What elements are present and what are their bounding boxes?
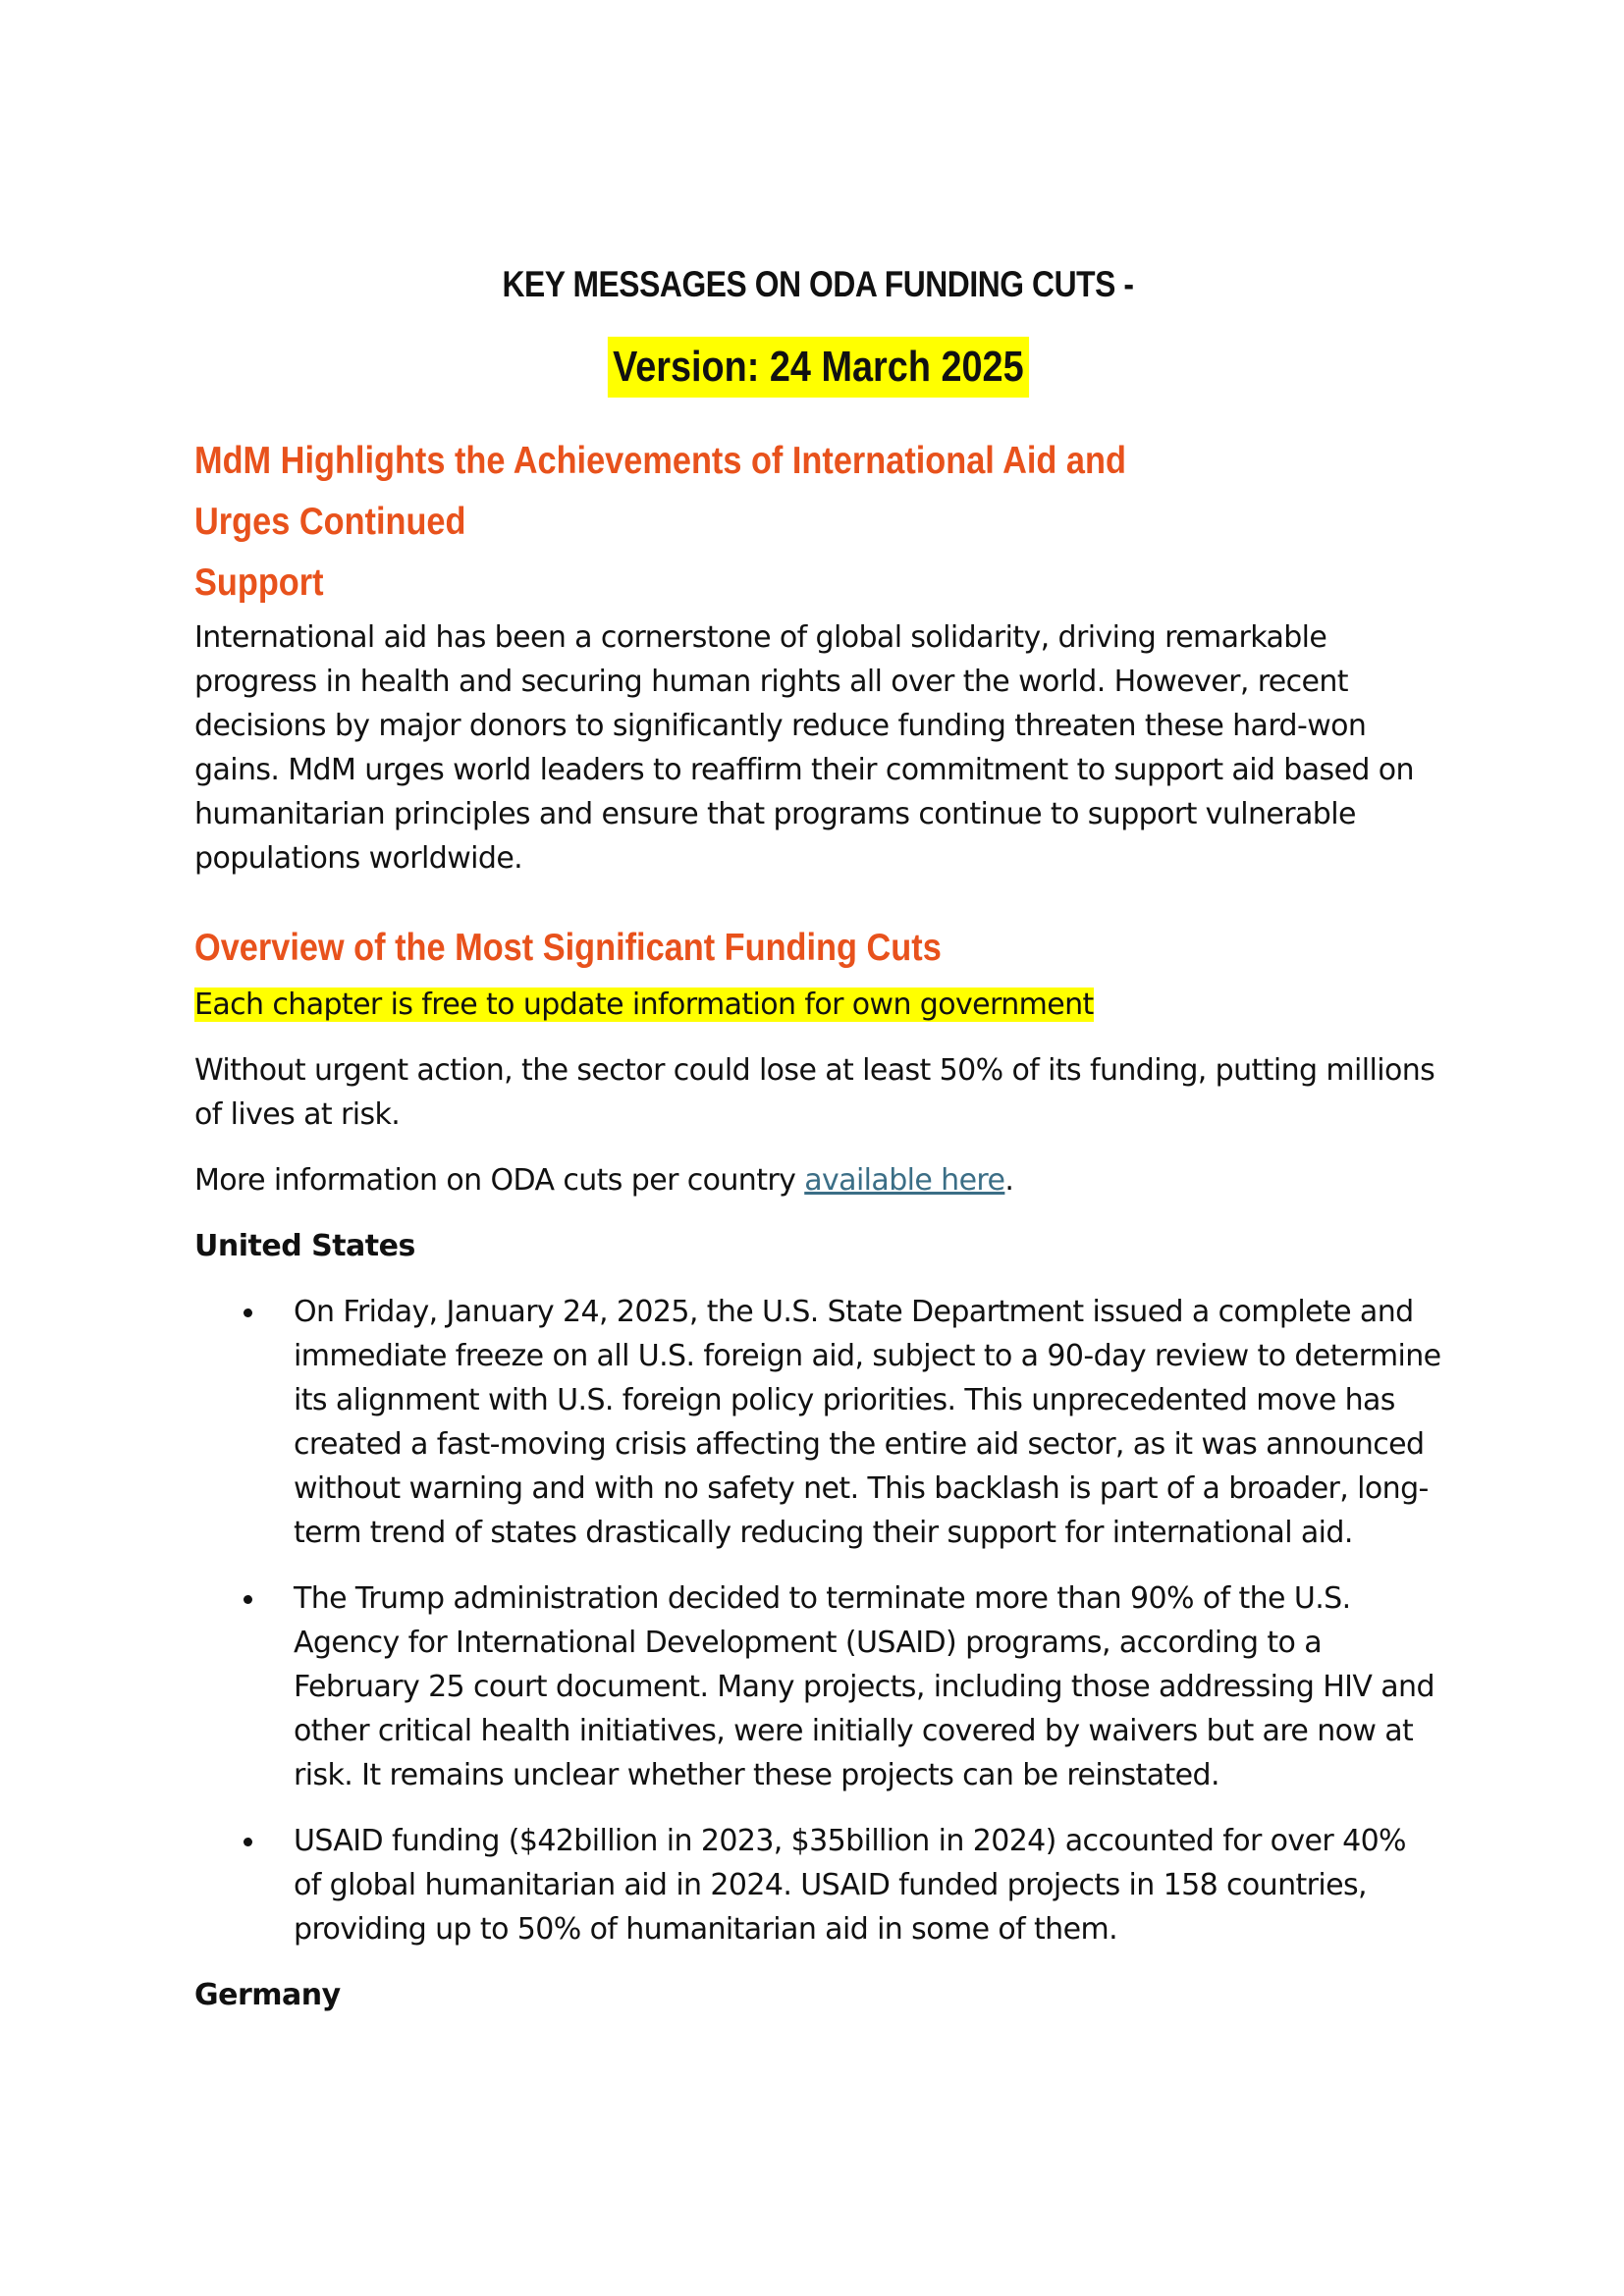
bullet-icon: [244, 1595, 252, 1604]
section-heading-funding-cuts: Overview of the Most Significant Funding Cuts: [194, 927, 942, 969]
section-heading-line2: Support: [194, 561, 324, 604]
country-heading-united-states: United States: [194, 1229, 415, 1263]
list-item-text: The Trump administration decided to terminate more than 90% of the U.S. Agency for International Development (USAID) programs, according to a February 25 court document. Many projects, including those addressing HIV and other critical health initiatives, were initially covered by waivers but are now at risk. It remains unclear whether these projects can be reinstated.: [294, 1581, 1435, 1792]
more-info-suffix: .: [1004, 1163, 1014, 1198]
country-heading-germany: Germany: [194, 1978, 341, 2012]
more-info-prefix: More information on ODA cuts per country: [194, 1163, 805, 1198]
chapter-note-text: Each chapter is free to update information for own government: [194, 988, 1094, 1022]
document-version: Version: 24 March 2025: [608, 337, 1029, 398]
section-heading-achievements: [194, 431, 1197, 614]
bullet-icon: [244, 1308, 252, 1317]
bullet-icon: [244, 1838, 252, 1846]
chapter-note: [194, 983, 1441, 1027]
list-item-text: On Friday, January 24, 2025, the U.S. State Department issued a complete and immediate freeze on all U.S. foreign aid, subject to a 90-day review to determine its alignment with U.S. foreign policy priorities. This unprecedented move has created a fast-moving crisis affecting the entire aid sector, as it was announced without warning and with no safety net. This backlash is part of a broader, long-term trend of states drastically reducing their support for international aid.: [294, 1295, 1441, 1550]
list-item: [194, 1290, 1441, 1555]
list-item: [194, 1819, 1441, 1951]
united-states-bullet-list: [194, 1290, 1441, 1951]
more-info-line: [194, 1158, 1441, 1202]
section-body-achievements: International aid has been a cornerstone of global solidarity, driving remarkable progress in health and securing human rights all over the world. However, recent decisions by major donors to significantly reduce funding threaten these hard-won gains. MdM urges world leaders to reaffirm their commitment to support aid based on humanitarian principles and ensure that programs continue to support vulnerable populations worldwide.: [194, 620, 1414, 876]
funding-intro: Without urgent action, the sector could lose at least 50% of its funding, putting millions of lives at risk.: [194, 1053, 1435, 1132]
document-title: KEY MESSAGES ON ODA FUNDING CUTS -: [502, 264, 1134, 304]
list-item: [194, 1576, 1441, 1797]
available-here-link[interactable]: available here: [804, 1163, 1005, 1198]
list-item-text: USAID funding ($42billion in 2023, $35billion in 2024) accounted for over 40% of global humanitarian aid in 2024. USAID funded projects in 158 countries, providing up to 50% of humanitarian aid in some of them.: [294, 1824, 1406, 1947]
section-heading-line1: MdM Highlights the Achievements of International Aid and Urges Continued: [194, 440, 1126, 543]
page-content: [194, 260, 1441, 2017]
title-block: [194, 260, 1441, 398]
